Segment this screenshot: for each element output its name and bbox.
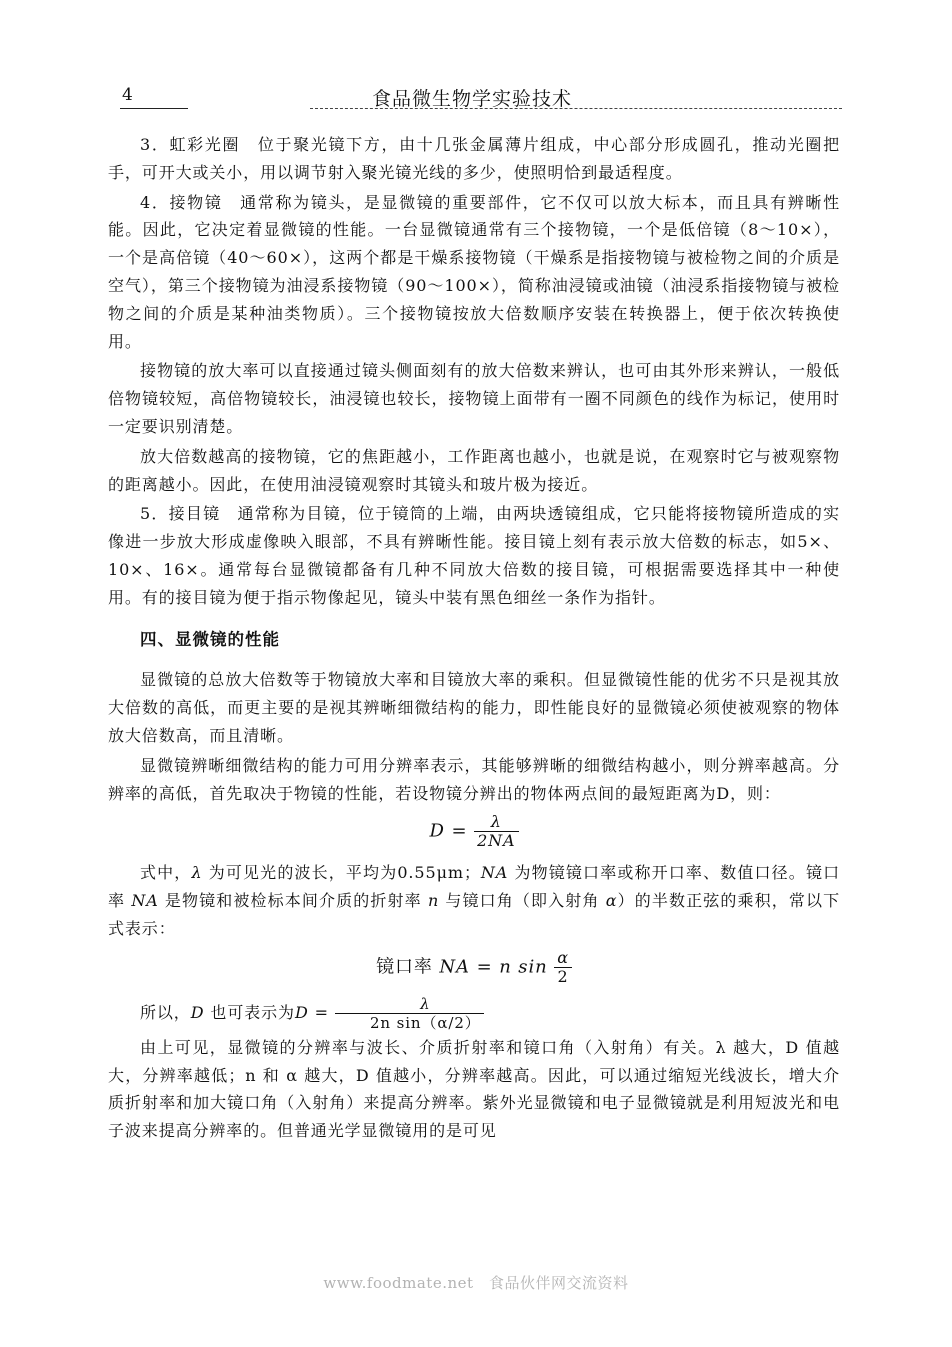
formula-rhs: n sin (499, 956, 555, 978)
formula-numerical-aperture (108, 949, 840, 991)
formula-denominator: 2n sin（α/2） (369, 1013, 481, 1032)
paragraph-iris-diaphragm: 3．虹彩光圈 位于聚光镜下方，由十几张金属薄片组成，中心部分形成圆孔，推动光圈把手，可开大或关小，用以调节射入聚光镜光线的多少，使照明恰到最适程度。 (108, 135, 840, 182)
formula-fraction (335, 995, 484, 1032)
paragraph-variable-definitions (108, 859, 840, 942)
symbol-na: NA (480, 863, 509, 883)
header-rule-right (310, 108, 842, 109)
symbol-alpha: α (605, 891, 618, 911)
formula-d: D (294, 1002, 309, 1022)
formula-equals: = (444, 820, 475, 842)
text-run: 为可见光的波长，平均为0.55μm； (202, 863, 481, 883)
formula-numerator: λ (335, 995, 484, 1014)
text-run: 是物镜和被检标本间介质的折射率 (158, 891, 428, 911)
page-number: 4 (122, 85, 133, 105)
symbol-lambda: λ (191, 863, 203, 883)
text-run: 所以， (140, 1002, 191, 1022)
paragraph-resolution: 显微镜辨晰细微结构的能力可用分辨率表示，其能够辨晰的细微结构越小，则分辨率越高。分辨率的高低，首先取决于物镜的性能，若设物镜分辨出的物体两点间的最短距离为D，则： (108, 755, 840, 803)
header-rule-left (120, 108, 188, 109)
symbol-d: D (190, 1002, 205, 1022)
formula-denominator: 2 (557, 966, 569, 986)
symbol-n: n (427, 891, 440, 911)
paragraph-eyepiece: 5．接目镜 通常称为目镜，位于镜筒的上端，由两块透镜组成，它只能将接物镜所造成的实像进一步放大形成虚像映入眼部，不具有辨晰性能。接目镜上刻有表示放大倍数的标志，如5×、10×、16×。通常每台显微镜都备有几种不同放大倍数的接目镜，可根据需要选择其中一种使用。有的接目镜为便于指示物像起见，镜头中装有黑色细丝一条作为指针。 (108, 504, 840, 607)
formula-d: D (429, 820, 445, 842)
symbol-na: NA (131, 891, 159, 911)
body-text (108, 131, 840, 1145)
paragraph-objective-lens: 4．接物镜 通常称为镜头，是显微镜的重要部件，它不仅可以放大标本，而且具有辨晰性能。因此，它决定着显微镜的性能。一台显微镜通常有三个接物镜，一个是低倍镜（8～10×），一个是高倍镜（40～60×），这两个都是干燥系接物镜（干燥系是指接物镜与被检物之间的介质是空气），第三个接物镜为油浸系接物镜（90～100×），简称油浸镜或油镜（油浸系指接物镜与被检物之间的介质是某种油类物质）。三个接物镜按放大倍数顺序安装在转换器上，便于依次转换使用。 (108, 192, 840, 351)
text-run: 与镜口角（即入射角 (439, 891, 606, 911)
formula-numerator: λ (474, 813, 518, 832)
formula-na: NA (439, 956, 470, 978)
running-title: 食品微生物学实验技术 (372, 88, 573, 110)
paragraph-alternate-formula (108, 995, 840, 1032)
text-run: ）的半数正弦的乘积，常以下式表示： (108, 891, 840, 938)
paragraph-total-magnification: 显微镜的总放大倍数等于物镜放大率和目镜放大率的乘积。但显微镜性能的优劣不只是视其放大倍数的高低，而更主要的是视其辨晰细微结构的能力，即性能良好的显微镜必须使被观察的物体放大倍数高，而且清晰。 (108, 670, 840, 745)
paragraph-objective-magnification: 接物镜的放大率可以直接通过镜头侧面刻有的放大倍数来辨认，也可由其外形来辨认，一般低倍物镜较短，高倍物镜较长，油浸镜也较长，接物镜上面带有一圈不同颜色的线作为标记，使用时一定要识别清楚。 (108, 361, 840, 436)
formula-fraction (474, 813, 518, 850)
text-run: 为物镜镜口率或称开口率、数值口径。镜口率 (108, 863, 841, 911)
formula-equals: = (308, 1002, 335, 1022)
formula-fraction (554, 949, 572, 986)
formula-resolution (108, 813, 840, 855)
section-heading: 四、显微镜的性能 (140, 629, 280, 649)
watermark-footer: www.foodmate.net 食品伙伴网交流资料 (323, 1274, 629, 1292)
formula-label: 镜口率 (376, 956, 440, 978)
paragraph-focal-distance: 放大倍数越高的接物镜，它的焦距越小，工作距离也越小，也就是说，在观察时它与被观察物的距离越小。因此，在使用油浸镜观察时其镜头和玻片极为接近。 (108, 446, 840, 494)
paragraph-resolution-factors: 由上可见，显微镜的分辨率与波长、介质折射率和镜口角（入射角）有关。λ 越大，D 值越大，分辨率越低；n 和 α 越大，D 值越小，分辨率越高。因此，可以通过缩短光线波长，增大介质折射率和加大镜口角（入射角）来提高分辨率。紫外光显微镜和电子显微镜就是利用短波光和电子波来提高分辨率的。但普通光学显微镜用的是可见 (108, 1037, 840, 1141)
formula-denominator: 2NA (477, 831, 516, 851)
text-run: 式中， (140, 863, 192, 883)
formula-equals: = (469, 956, 500, 978)
formula-numerator: α (554, 949, 572, 968)
text-run: 也可表示为 (204, 1002, 295, 1022)
